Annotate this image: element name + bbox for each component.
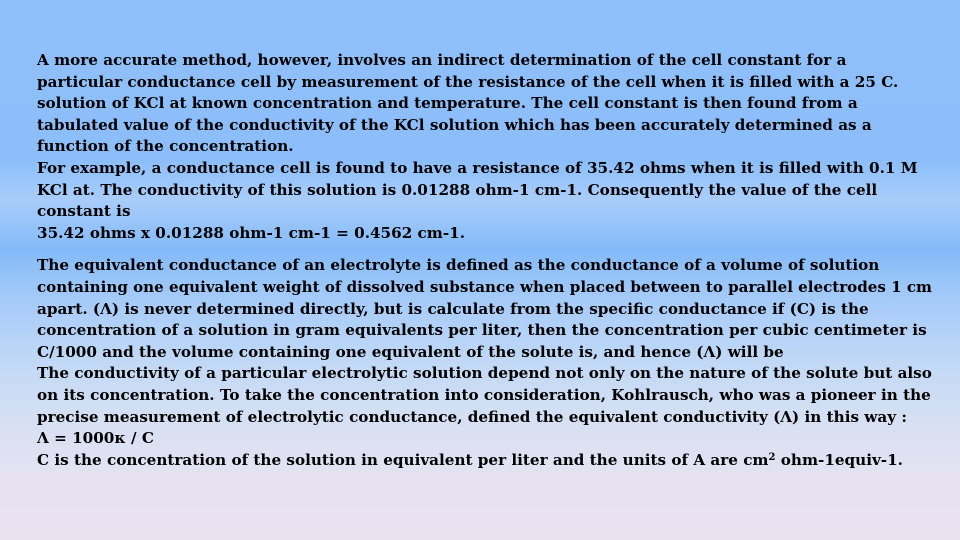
text-line: containing one equivalent weight of dissolved substance when placed between to parallel electrodes 1 cm: [37, 277, 932, 296]
cell-constant-paragraph: [37, 50, 932, 244]
text-line: C/1000 and the volume containing one equivalent of the solute is, and hence (Λ) will be: [37, 342, 784, 361]
text-line: The conductivity of a particular electrolytic solution depend not only on the nature of the solute but also: [37, 364, 932, 383]
text-line: A more accurate method, however, involves an indirect determination of the cell constant for a: [37, 51, 847, 69]
equation-line: Λ = 1000κ / C: [37, 429, 154, 448]
text-line: concentration of a solution in gram equivalents per liter, then the concentration per cubic centimeter is: [37, 321, 927, 340]
text-line: KCl at. The conductivity of this solution is 0.01288 ohm-1 cm-1. Consequently the value of the cell: [37, 180, 878, 199]
text-line: 35.42 ohms x 0.01288 ohm-1 cm-1 = 0.4562 cm-1.: [37, 223, 466, 242]
text-line: apart. (Λ) is never determined directly, but is calculate from the specific conductance if (C) is the: [37, 299, 869, 318]
text-line: particular conductance cell by measurement of the resistance of the cell when it is filled with a 25 C.: [37, 72, 899, 91]
units-line: [37, 450, 932, 472]
text-line: precise measurement of electrolytic conductance, defined the equivalent conductivity (Λ) in this way :: [37, 407, 907, 426]
units-superscript: 2: [768, 451, 776, 463]
text-line: solution of KCl at known concentration and temperature. The cell constant is then found from a: [37, 94, 858, 113]
text-line: The equivalent conductance of an electrolyte is defined as the conductance of a volume of solution: [37, 256, 880, 275]
text-line: on its concentration. To take the concentration into consideration, Kohlrausch, who was a pioneer in the: [37, 385, 931, 404]
text-line: function of the concentration.: [37, 137, 294, 156]
units-text-tail: ohm-1equiv-1.: [775, 450, 903, 469]
text-line: tabulated value of the conductivity of the KCl solution which has been accurately determined as a: [37, 115, 872, 134]
slide-text: [37, 50, 932, 471]
text-line: constant is: [37, 202, 131, 221]
text-line: For example, a conductance cell is found to have a resistance of 35.42 ohms when it is filled with 0.1 M: [37, 158, 918, 177]
equivalent-conductance-paragraph: [37, 255, 932, 471]
units-text: C is the concentration of the solution in equivalent per liter and the units of A are cm: [37, 450, 769, 469]
